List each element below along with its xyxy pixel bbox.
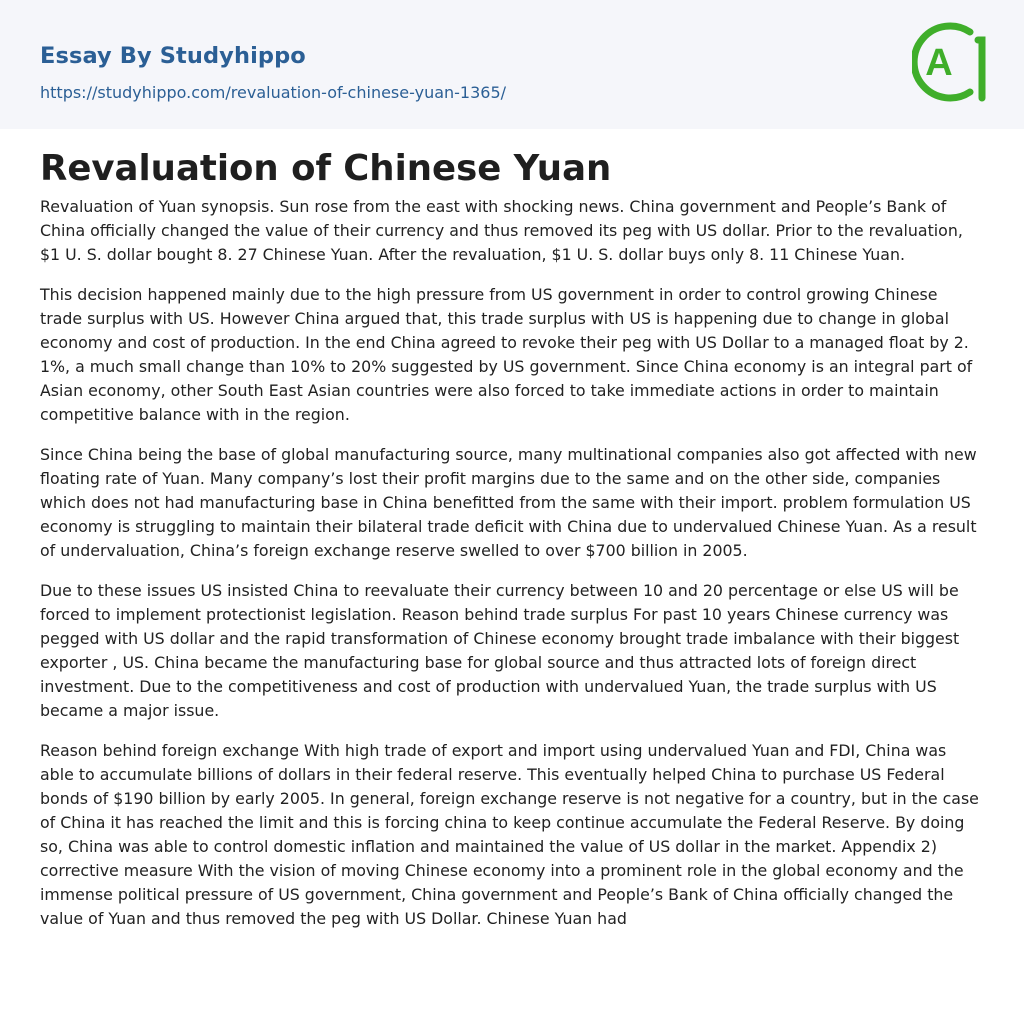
article-paragraph: Since China being the base of global manufacturing source, many multinational companies also got affected with new floating rate of Yuan. Many company’s lost their profit margins due to the same and on the other side, companies which does not had manufacturing base in China benefitted from the same with their import. problem formulation US economy is struggling to maintain their bilateral trade deficit with China due to undervalued Chinese Yuan. As a result of undervaluation, China’s foreign exchange reserve swelled to over $700 billion in 2005. — [40, 445, 977, 560]
studyhippo-logo-icon — [912, 18, 988, 106]
site-header — [0, 0, 1024, 129]
article-paragraph: This decision happened mainly due to the high pressure from US government in order to control growing Chinese trade surplus with US. However China argued that, this trade surplus with US is happening due to change in global economy and cost of production. In the end China agreed to revoke their peg with US Dollar to a managed float by 2. 1%, a much small change than 10% to 20% suggested by US government. Since China economy is an integral part of Asian economy, other South East Asian countries were also forced to take immediate actions in order to maintain competitive balance with in the region. — [40, 285, 973, 424]
article-title: Revaluation of Chinese Yuan — [40, 148, 612, 189]
article-body — [40, 195, 984, 931]
article-paragraph: Due to these issues US insisted China to reevaluate their currency between 10 and 20 percentage or else US will be forced to implement protectionist legislation. Reason behind trade surplus For past 10 years Chinese currency was pegged with US dollar and the rapid transformation of Chinese economy brought trade imbalance with their biggest exporter , US. China became the manufacturing base for global source and thus attracted lots of foreign direct investment. Due to the competitiveness and cost of production with undervalued Yuan, the trade surplus with US became a major issue. — [40, 581, 960, 720]
article — [0, 147, 1024, 931]
article-paragraph: Revaluation of Yuan synopsis. Sun rose from the east with shocking news. China government and People’s Bank of China officially changed the value of their currency and thus removed its peg with US dollar. Prior to the revaluation, $1 U. S. dollar bought 8. 27 Chinese Yuan. After the revaluation, $1 U. S. dollar buys only 8. 11 Chinese Yuan. — [40, 197, 963, 264]
logo-letter: A — [925, 42, 953, 84]
brand-name: Essay By Studyhippo — [40, 43, 306, 69]
article-paragraph: Reason behind foreign exchange With high trade of export and import using undervalued Yuan and FDI, China was able to accumulate billions of dollars in their federal reserve. This eventually helped China to purchase US Federal bonds of $190 billion by early 2005. In general, foreign exchange reserve is not negative for a country, but in the case of China it has reached the limit and this is forcing china to keep continue accumulate the Federal Reserve. By doing so, China was able to control domestic inflation and maintained the value of US dollar in the market. Appendix 2) corrective measure With the vision of moving Chinese economy into a prominent role in the global economy and the immense political pressure of US government, China government and People’s Bank of China officially changed the value of Yuan and thus removed the peg with US Dollar. Chinese Yuan had — [40, 741, 979, 928]
source-url-link[interactable]: https://studyhippo.com/revaluation-of-chinese-yuan-1365/ — [40, 83, 507, 102]
